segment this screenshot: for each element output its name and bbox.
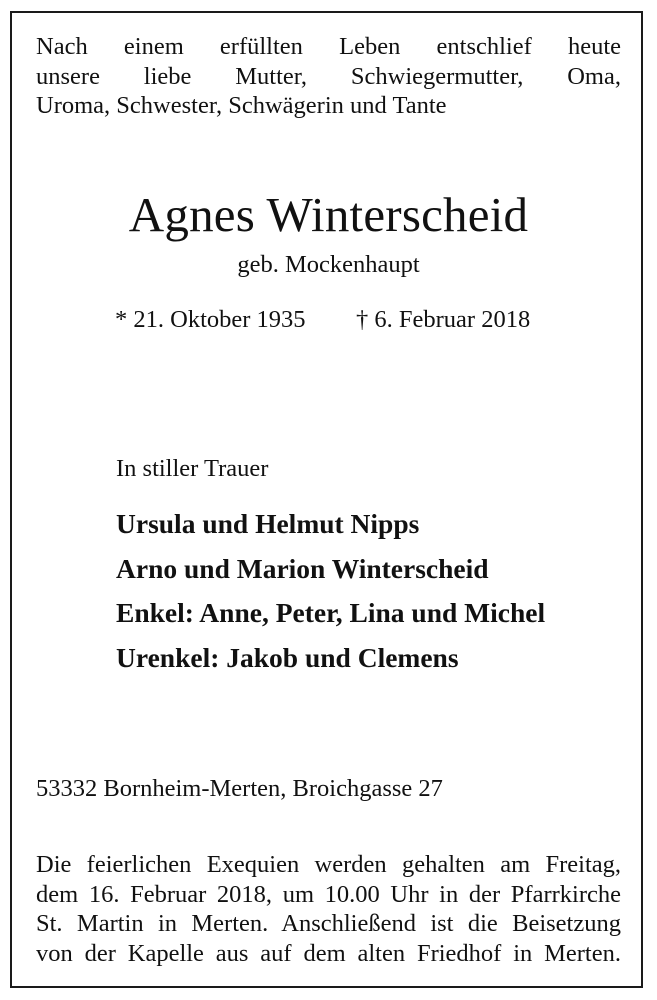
service-line: von der Kapelle aus auf dem alten Friedhof in Merten. <box>36 939 621 967</box>
maiden-name: geb. Mockenhaupt <box>237 251 420 278</box>
service-line: dem 16. Februar 2018, um 10.00 Uhr in der Pfarrkirche <box>36 880 621 908</box>
service-line: Die feierlichen Exequien werden gehalten am Freitag, <box>36 851 621 878</box>
mourner-entry: Urenkel: Jakob und Clemens <box>116 641 459 673</box>
mourner-entry: Arno und Marion Winterscheid <box>116 552 489 584</box>
service-line: St. Martin in Merten. Anschließend ist die Beisetzung <box>36 910 621 937</box>
intro-line: unsere liebe Mutter, Schwiegermutter, Oma, <box>36 62 621 90</box>
mourner-entry: Enkel: Anne, Peter, Lina und Michel <box>116 597 546 628</box>
address: 53332 Bornheim-Merten, Broichgasse 27 <box>36 775 443 802</box>
birth-date: * 21. Oktober 1935 <box>115 306 306 333</box>
death-date: † 6. Februar 2018 <box>356 306 531 333</box>
mourning-heading: In stiller Trauer <box>116 455 269 482</box>
intro-text <box>36 32 621 121</box>
intro-line: Uroma, Schwester, Schwägerin und Tante <box>36 92 447 119</box>
intro-line: Nach einem erfüllten Leben entschlief heute <box>36 33 621 60</box>
mourners-list <box>116 502 545 680</box>
funeral-service-text <box>36 850 621 968</box>
deceased-name: Agnes Winterscheid <box>128 187 529 242</box>
mourner-entry: Ursula und Helmut Nipps <box>116 508 420 539</box>
obituary-border <box>10 11 643 988</box>
